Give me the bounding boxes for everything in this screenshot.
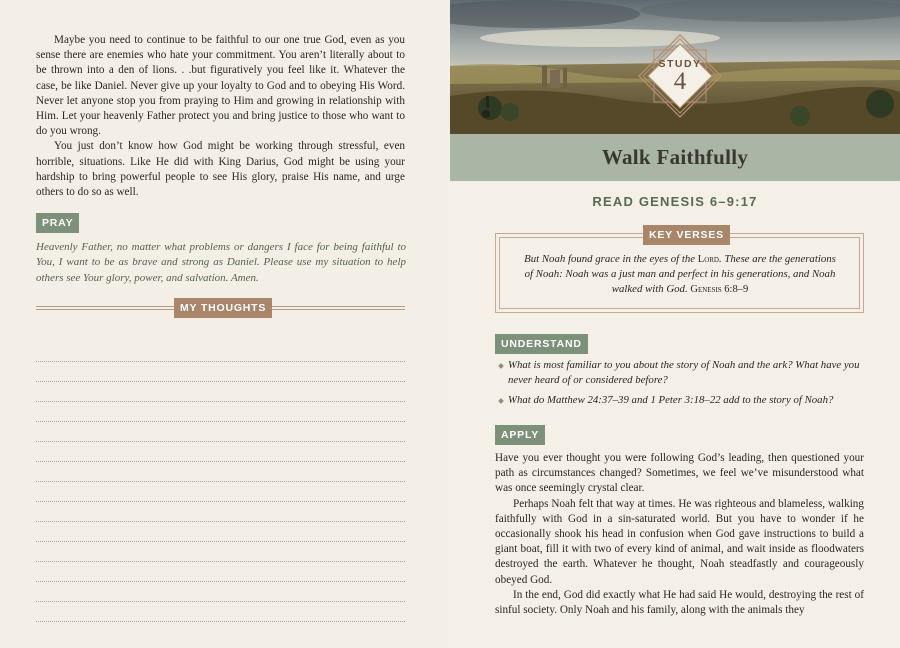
apply-body-text [495, 451, 864, 618]
right-page [450, 0, 900, 648]
writing-line[interactable] [36, 602, 405, 622]
key-verses-heading: KEY VERSES [643, 225, 730, 245]
my-thoughts-heading: MY THOUGHTS [174, 298, 272, 318]
writing-line[interactable] [36, 422, 405, 442]
writing-line[interactable] [36, 542, 405, 562]
study-label: STUDY [658, 58, 702, 70]
writing-line[interactable] [36, 522, 405, 542]
writing-line[interactable] [36, 362, 405, 382]
study-title: Walk Faithfully [601, 145, 749, 169]
list-item: What do Matthew 24:37–39 and 1 Peter 3:18–22 add to the story of Noah? [500, 393, 868, 408]
study-badge-text [650, 58, 710, 94]
study-badge [638, 34, 722, 118]
verse-reference: Genesis 6:8–9 [690, 284, 749, 296]
understand-list [500, 358, 868, 412]
writing-line[interactable] [36, 442, 405, 462]
verse-lord: Lord [697, 254, 719, 265]
left-body-text [36, 33, 405, 200]
writing-line[interactable] [36, 342, 405, 362]
list-item: What is most familiar to you about the story of Noah and the ark? What have you never heard of or considered before? [500, 358, 868, 389]
apply-heading: APPLY [495, 425, 545, 445]
understand-heading: UNDERSTAND [495, 334, 588, 354]
prayer-text: Heavenly Father, no matter what problems or dangers I face for being faithful to You, I want to be as brave and strong as Daniel. Please use my situation to help others see Your glory, power, and salvation. Amen. [36, 241, 406, 284]
paragraph: You just don’t know how God might be working through stressful, even horrible, situations. Like He did with King Darius, God might be using your hardship to bring powerful people to see His glory, praise His name, and urge others to do so as well. [36, 140, 405, 199]
pray-heading: PRAY [36, 213, 79, 233]
writing-line[interactable] [36, 482, 405, 502]
writing-lines[interactable] [36, 342, 405, 622]
writing-line[interactable] [36, 382, 405, 402]
key-verse-text [520, 252, 840, 298]
writing-line[interactable] [36, 402, 405, 422]
writing-line[interactable] [36, 502, 405, 522]
writing-line[interactable] [36, 582, 405, 602]
paragraph: Perhaps Noah felt that way at times. He was righteous and blameless, walking faithfully with God in a sin-saturated world. But you have to wonder if he occasionally shook his head in confusion when God gave instructions to build a giant boat, fill it with two of every kind of animal, and wait inside as floodwaters destroyed the earth. Whatever he thought, Noah steadfastly and courageously obeyed God. [495, 497, 864, 586]
paragraph: In the end, God did exactly what He had said He would, destroying the rest of sinful society. Only Noah and his family, along with the animals they [495, 588, 864, 617]
study-number: 4 [673, 68, 687, 95]
paragraph: Maybe you need to continue to be faithful to our one true God, even as you sense there are enemies who hate your commitment. You aren’t literally about to be thrown into a den of lions. . .but figuratively you feel like it. Whatever the case, be like Daniel. Never give up your loyalty to God and to obeying His Word. Never let anyone stop you from praying to Him and growing in relationship with Him. Let your heavenly Father protect you and bring justice to those who want to do you wrong. [36, 34, 405, 138]
my-thoughts-header [36, 298, 405, 320]
writing-line[interactable] [36, 462, 405, 482]
verse-part: . These are the generations of Noah: Noah was a just man and perfect in his generations, and Noah walked with God. [524, 253, 836, 296]
paragraph: Have you ever thought you were following God’s leading, then questioned your path as circumstances changed? Sometimes, we feel we’ve misunderstood what was once seemingly crystal clear. [495, 452, 864, 495]
verse-part: But Noah found grace in the eyes of the [524, 253, 698, 265]
title-band [450, 134, 900, 181]
read-reference: READ GENESIS 6–9:17 [592, 194, 758, 209]
writing-line[interactable] [36, 562, 405, 582]
